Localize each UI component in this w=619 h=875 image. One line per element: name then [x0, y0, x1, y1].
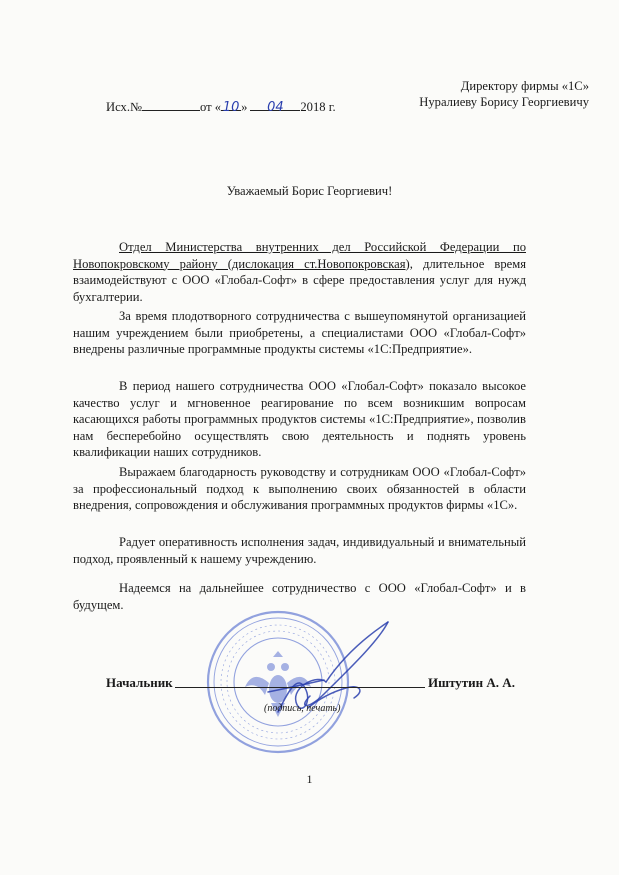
signatory-title: Начальник	[106, 675, 173, 690]
paragraph-5-text: Радует оперативность исполнения задач, индивидуальный и внимательный подход, проявленный к нашему учреждению.	[73, 535, 526, 566]
paragraph-2-text: За время плодотворного сотрудничества с вышеупомянутой организацией нашим учреждением были приобретены, а специалистами ООО «Глобал-Софт» внедрены различные программные продукты системы «1С:Предприятие».	[73, 309, 526, 357]
outgoing-close: »	[241, 100, 248, 114]
signature-line	[175, 687, 425, 688]
outgoing-reference	[106, 99, 336, 115]
addressee-line1: Директору фирмы «1С»	[460, 79, 589, 93]
paragraph-1-underlined: Отдел Министерства внутренних дел Российской Федерации по Новопокровскому району (дислокация ст.Новопокровская),	[73, 240, 526, 271]
addressee-line2: Нуралиеву Борису Георгиевичу	[419, 95, 589, 109]
paragraph-1	[73, 239, 526, 305]
addressee-block	[419, 78, 589, 110]
outgoing-year: 2018 г.	[300, 100, 336, 114]
paragraph-6-text: Надеемся на дальнейшее сотрудничество с ООО «Глобал-Софт» и в будущем.	[73, 581, 526, 612]
paragraph-3	[73, 378, 526, 461]
outgoing-prefix: Исх.№	[106, 100, 142, 114]
paragraph-5	[73, 534, 526, 567]
paragraph-1-rest: длительное время взаимодействуют с ООО «Глобал-Софт» в сфере предоставления услуг для нужд бухгалтерии.	[73, 256, 526, 304]
paragraph-4	[73, 464, 526, 514]
outgoing-number-blank	[142, 99, 200, 111]
paragraph-2	[73, 308, 526, 358]
signature-caption: (подпись, печать)	[264, 703, 341, 714]
outgoing-month: 04	[267, 100, 284, 115]
outgoing-from: от «	[199, 100, 222, 114]
paragraph-3-text: В период нашего сотрудничества ООО «Глобал-Софт» показало высокое качество услуг и мгновенное реагирование по всем возникшим вопросам касающихся работы программных продуктов системы «1С:Предприятие», позволив нам бесперебойно осуществлять свою деятельность и поднять уровень квалификации наших сотрудников.	[73, 379, 526, 460]
page-number: 1	[306, 772, 313, 786]
outgoing-day: 10	[222, 100, 240, 115]
greeting: Уважаемый Борис Георгиевич!	[226, 184, 393, 198]
signatory-name: Иштутин А. А.	[428, 675, 515, 690]
paragraph-4-text: Выражаем благодарность руководству и сотрудникам ООО «Глобал-Софт» за профессиональный подход к выполнению своих обязанностей в области внедрения, сопровождения и обслуживания программных продуктов фирмы «1С».	[73, 465, 526, 513]
